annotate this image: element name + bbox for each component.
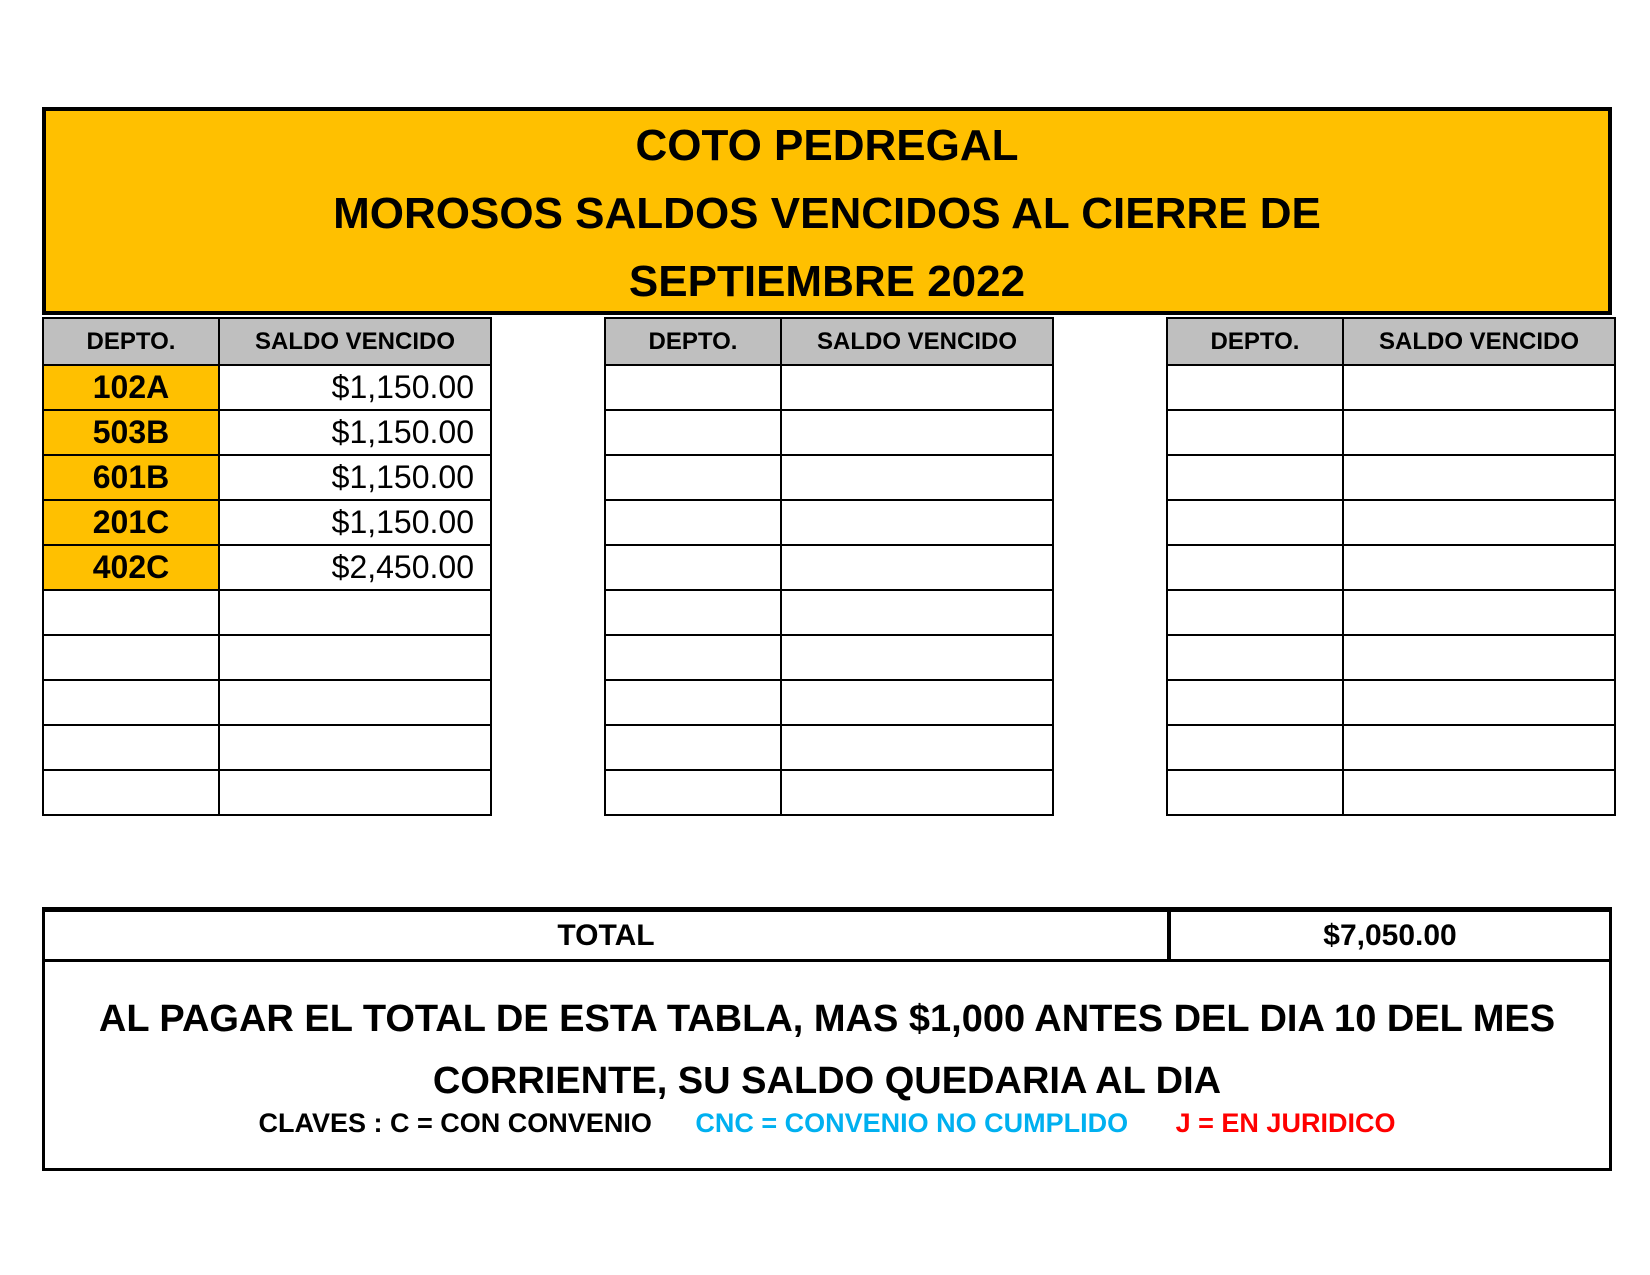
depto-cell: [605, 410, 781, 455]
table-row: [43, 455, 491, 500]
balance-table-2: [604, 317, 1054, 816]
table-row: [605, 725, 1053, 770]
depto-cell: [1167, 725, 1343, 770]
table-row: [43, 635, 491, 680]
balance-table-3: [1166, 317, 1616, 816]
depto-cell: [605, 680, 781, 725]
title-line-2: MOROSOS SALDOS VENCIDOS AL CIERRE DE: [333, 189, 1321, 238]
table-row: [43, 725, 491, 770]
depto-cell: [1167, 455, 1343, 500]
table-row: [605, 770, 1053, 815]
saldo-cell: [219, 770, 491, 815]
total-row: [45, 910, 1609, 962]
table-row: [605, 500, 1053, 545]
saldo-cell: [1343, 455, 1615, 500]
payment-note: [45, 988, 1609, 1112]
total-value: $7,050.00: [1323, 919, 1457, 952]
key-convenio-no-cumplido: CNC = CONVENIO NO CUMPLIDO: [695, 1108, 1129, 1138]
saldo-cell: [781, 455, 1053, 500]
title-line-3: SEPTIEMBRE 2022: [628, 257, 1026, 306]
depto-cell: [1167, 545, 1343, 590]
table-header-row: [43, 318, 491, 365]
depto-cell: [605, 545, 781, 590]
saldo-cell: [219, 680, 491, 725]
header-saldo-vencido: SALDO VENCIDO: [1343, 318, 1615, 365]
depto-cell: [43, 770, 219, 815]
table-row: [43, 410, 491, 455]
saldo-cell: [219, 590, 491, 635]
saldo-cell: $1,150.00: [219, 455, 491, 500]
saldo-cell: [1343, 635, 1615, 680]
table-row: [1167, 365, 1615, 410]
table-row: [43, 365, 491, 410]
table-row: [1167, 500, 1615, 545]
saldo-cell: [219, 725, 491, 770]
table-row: [605, 545, 1053, 590]
header-depto: DEPTO.: [43, 318, 219, 365]
table-row: [43, 500, 491, 545]
table-row: [1167, 770, 1615, 815]
table-row: [1167, 635, 1615, 680]
total-section: [42, 907, 1612, 1171]
saldo-cell: $1,150.00: [219, 500, 491, 545]
saldo-cell: $1,150.00: [219, 410, 491, 455]
table-row: [605, 455, 1053, 500]
saldo-cell: [1343, 500, 1615, 545]
header-saldo-vencido: SALDO VENCIDO: [781, 318, 1053, 365]
depto-cell: [1167, 365, 1343, 410]
title-line-1: COTO PEDREGAL: [635, 121, 1019, 170]
saldo-cell: [1343, 590, 1615, 635]
key-juridico: J = EN JURIDICO: [1175, 1108, 1396, 1138]
header-depto: DEPTO.: [1167, 318, 1343, 365]
table-row: [1167, 680, 1615, 725]
table-row: [605, 410, 1053, 455]
table-row: [605, 680, 1053, 725]
depto-cell: [605, 635, 781, 680]
saldo-cell: [1343, 680, 1615, 725]
depto-cell: 601B: [43, 455, 219, 500]
saldo-cell: [1343, 770, 1615, 815]
depto-cell: [605, 770, 781, 815]
depto-cell: 402C: [43, 545, 219, 590]
saldo-cell: [781, 590, 1053, 635]
depto-cell: 503B: [43, 410, 219, 455]
saldo-cell: [1343, 545, 1615, 590]
saldo-cell: [781, 365, 1053, 410]
depto-cell: [1167, 770, 1343, 815]
saldo-cell: [781, 635, 1053, 680]
table-row: [43, 770, 491, 815]
balance-table-1: [42, 317, 492, 816]
table-row: [1167, 590, 1615, 635]
table-row: [43, 680, 491, 725]
table-row: [1167, 455, 1615, 500]
depto-cell: [43, 635, 219, 680]
saldo-cell: [781, 545, 1053, 590]
saldo-cell: [781, 500, 1053, 545]
saldo-cell: [1343, 410, 1615, 455]
saldo-cell: [781, 680, 1053, 725]
depto-cell: [43, 680, 219, 725]
report-title: [42, 107, 1612, 315]
keys-legend: [45, 1108, 1609, 1139]
depto-cell: [605, 590, 781, 635]
key-convenio: CLAVES : C = CON CONVENIO: [258, 1108, 652, 1138]
depto-cell: 102A: [43, 365, 219, 410]
depto-cell: [605, 725, 781, 770]
table-row: [1167, 725, 1615, 770]
table-header-row: [1167, 318, 1615, 365]
total-label: TOTAL: [45, 912, 1171, 959]
table-row: [43, 545, 491, 590]
depto-cell: [1167, 590, 1343, 635]
table-row: [1167, 545, 1615, 590]
table-row: [1167, 410, 1615, 455]
depto-cell: [1167, 500, 1343, 545]
saldo-cell: [781, 770, 1053, 815]
saldo-cell: [781, 410, 1053, 455]
saldo-cell: [781, 725, 1053, 770]
payment-note-line-2: CORRIENTE, SU SALDO QUEDARIA AL DIA: [432, 1060, 1222, 1102]
depto-cell: [43, 725, 219, 770]
depto-cell: [1167, 680, 1343, 725]
depto-cell: [1167, 635, 1343, 680]
payment-note-line-1: AL PAGAR EL TOTAL DE ESTA TABLA, MAS $1,000 ANTES DEL DIA 10 DEL MES: [98, 998, 1556, 1040]
table-row: [605, 365, 1053, 410]
depto-cell: [605, 455, 781, 500]
table-row: [605, 590, 1053, 635]
table-row: [43, 590, 491, 635]
saldo-cell: [219, 635, 491, 680]
depto-cell: [1167, 410, 1343, 455]
depto-cell: [605, 365, 781, 410]
saldo-cell: [1343, 365, 1615, 410]
depto-cell: [605, 500, 781, 545]
saldo-cell: $1,150.00: [219, 365, 491, 410]
header-saldo-vencido: SALDO VENCIDO: [219, 318, 491, 365]
table-header-row: [605, 318, 1053, 365]
saldo-cell: $2,450.00: [219, 545, 491, 590]
depto-cell: 201C: [43, 500, 219, 545]
saldo-cell: [1343, 725, 1615, 770]
header-depto: DEPTO.: [605, 318, 781, 365]
table-row: [605, 635, 1053, 680]
depto-cell: [43, 590, 219, 635]
